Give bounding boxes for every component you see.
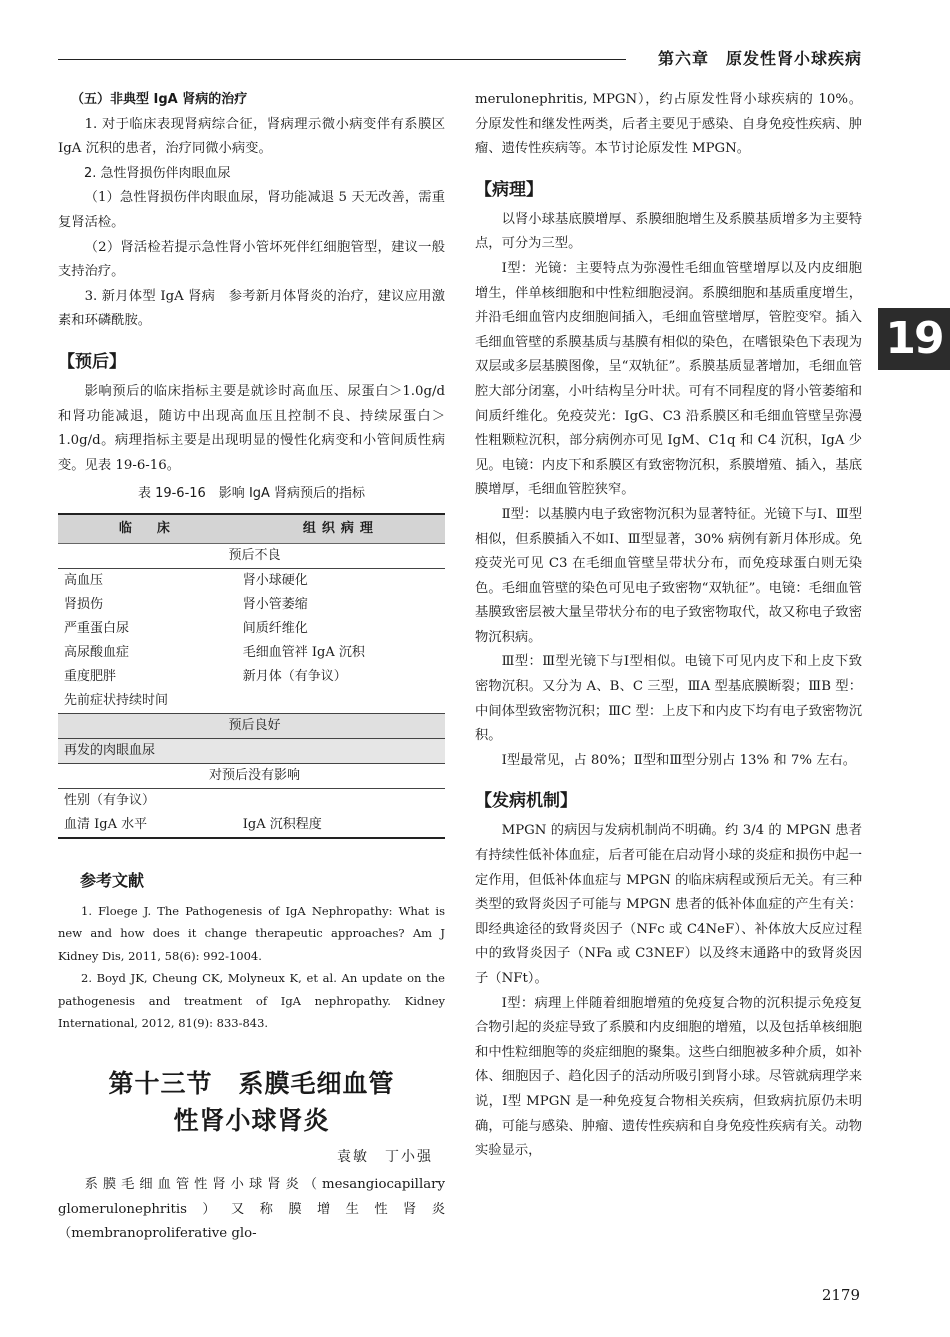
page-number: 2179: [821, 1286, 860, 1304]
table-row: [58, 641, 445, 665]
prognosis-table: [58, 513, 445, 839]
list-item: 2. 急性肾损伤伴肉眼血尿: [84, 165, 231, 181]
table-cell: 严重蛋白尿: [64, 620, 130, 636]
table-row: [58, 593, 445, 617]
group-good-prognosis: 预后良好: [58, 713, 445, 738]
pathology-paragraph: Ⅱ型：以基膜内电子致密物沉积为显著特征。光镜下与Ⅰ、Ⅲ型相似，但系膜插入不如Ⅰ、Ⅲ型显著，30% 病例有新月体形成。免疫荧光可见 C3 在毛细血管壁呈带状分布，而免疫球蛋白则无染色。毛细血管壁的染色可见电子致密物“双轨征”。电镜：毛细血管基膜致密层被大量呈带状分布的电子致密物取代，故又称电子致密物沉积病。: [475, 506, 862, 645]
reference-item: 1. Floege J. The Pathogenesis of IgA Nephropathy: What is new and how does it change therapeutic approaches? Am J Kidney Dis, 2011, 58(6): 992-1004.: [58, 903, 445, 963]
table-caption: 表 19-6-16 影响 IgA 肾病预后的指标: [137, 486, 366, 502]
mechanism-heading: 【发病机制】: [475, 791, 577, 812]
table-cell: 毛细血管袢 IgA 沉积: [242, 644, 365, 660]
table-cell: 高血压: [64, 572, 104, 588]
table-row: [58, 665, 445, 689]
column-header-clinical: 临 床: [58, 514, 237, 544]
prognosis-text: 影响预后的临床指标主要是就诊时高血压、尿蛋白＞1.0g/d 和肾功能减退，随访中出现高血压且控制不良、持续尿蛋白＞1.0g/d。病理指标主要是出现明显的慢性化病变和小管间质性病变。见表 19-6-16。: [58, 383, 445, 473]
list-item: 3. 新月体型 IgA 肾病 参考新月体肾炎的治疗，建议应用激素和环磷酰胺。: [58, 288, 445, 329]
reference-item: 2. Boyd JK, Cheung CK, Molyneux K, et al. An update on the pathogenesis and treatment of IgA nephropathy. Kidney International, 2012, 81(9): 833-843.: [58, 971, 445, 1030]
table-cell: 先前症状持续时间: [64, 692, 169, 708]
group-poor-prognosis: 预后不良: [58, 543, 445, 568]
table-cell: 性别（有争议）: [64, 792, 156, 808]
table-cell: 新月体（有争议）: [242, 668, 347, 684]
table-cell: IgA 沉积程度: [237, 813, 445, 838]
table-row: [58, 738, 445, 763]
chapter-tab: 19: [878, 308, 950, 370]
table-row: [58, 617, 445, 641]
table-cell: 血清 IgA 水平: [58, 813, 237, 838]
table-cell: 重度肥胖: [64, 668, 117, 684]
table-row: [58, 788, 445, 813]
left-column: [58, 88, 445, 1247]
table-cell: 肾小管萎缩: [242, 596, 308, 612]
list-item: （1）急性肾损伤伴肉眼血尿，肾功能减退 5 天无改善，需重复肾活检。: [58, 190, 445, 230]
intro-continuation: merulonephritis, MPGN），约占原发性肾小球疾病的 10%。分原发性和继发性两类，后者主要见于感染、自身免疫性疾病、肿瘤、遗传性疾病等。本节讨论原发性 MPGN。: [475, 92, 862, 157]
table-cell: 肾小球硬化: [242, 572, 308, 588]
chapter-title: 第六章 原发性肾小球疾病: [657, 49, 862, 68]
running-header: [58, 44, 862, 74]
header-rule: [58, 59, 626, 60]
section-title-line: 第十三节 系膜毛细血管: [108, 1068, 395, 1098]
list-item: 1. 对于临床表现肾病综合征，肾病理示微小病变伴有系膜区 IgA 沉积的患者，治疗同微小病变。: [58, 116, 445, 157]
pathology-paragraph: Ⅲ型：Ⅲ型光镜下与Ⅰ型相似。电镜下可见内皮下和上皮下致密物沉积。又分为 A、B、C 三型，ⅢA 型基底膜断裂；ⅢB 型：中间体型致密物沉积；ⅢC 型：上皮下和内皮下均有电子致密物沉积。: [475, 654, 862, 744]
pathology-heading: 【病理】: [475, 179, 543, 200]
intro-paragraph: 系膜毛细血管性肾小球肾炎（mesangiocapillary glomerulonephritis）又称膜增生性肾炎（membranoproliferative glo-: [58, 1177, 445, 1242]
right-column: [475, 88, 862, 1164]
table-cell: 再发的肉眼血尿: [58, 738, 237, 763]
list-item: （2）肾活检若提示急性肾小管坏死伴红细胞管型，建议一般支持治疗。: [58, 239, 445, 280]
table-cell: [237, 738, 445, 763]
section-title-line: 性肾小球肾炎: [173, 1105, 330, 1135]
section-title: [58, 1065, 445, 1139]
prognosis-heading: 【预后】: [58, 351, 126, 372]
group-no-effect: 对预后没有影响: [58, 763, 445, 788]
references-heading: 参考文献: [80, 870, 145, 890]
column-header-pathology: 组织病理: [237, 514, 445, 544]
authors: 袁敏 丁小强: [337, 1148, 433, 1165]
table-cell: 间质纤维化: [242, 620, 308, 636]
table-row: [58, 813, 445, 838]
pathology-paragraph: Ⅰ型最常见，占 80%；Ⅱ型和Ⅲ型分别占 13% 和 7% 左右。: [501, 752, 857, 768]
table-row: [58, 568, 445, 593]
table-cell: [237, 788, 445, 813]
pathology-paragraph: 以肾小球基底膜增厚、系膜细胞增生及系膜基质增多为主要特点，可分为三型。: [475, 211, 862, 252]
table-row: [58, 689, 445, 714]
pathology-paragraph: Ⅰ型：光镜：主要特点为弥漫性毛细血管壁增厚以及内皮细胞增生，伴单核细胞和中性粒细胞浸润。系膜细胞和基质重度增生，并沿毛细血管内皮细胞间插入，毛细血管壁增厚，管腔变窄。插入毛细血管壁的系膜基质与基膜有相似的染色，在嗜银染色下表现为双层或多层基膜图像，呈“双轨征”。系膜基质显著增加，毛细血管腔大部分闭塞，小叶结构呈分叶状。可有不同程度的肾小管萎缩和间质纤维化。免疫荧光：IgG、C3 沿系膜区和毛细血管壁呈弥漫性粗颗粒沉积，部分病例亦可见 IgM、C1q 和 C4 沉积，IgA 少见。电镜：内皮下和系膜区有致密物沉积，系膜增殖、插入，基底膜增厚，毛细血管腔狭窄。: [475, 260, 862, 498]
table-cell: [237, 689, 445, 714]
mechanism-paragraph: MPGN 的病因与发病机制尚不明确。约 3/4 的 MPGN 患者有持续性低补体血症，后者可能在启动肾小球的炎症和损伤中起一定作用，但低补体血症与 MPGN 的临床病程或预后无关。有三种类型的致肾炎因子可能与 MPGN 患者的低补体血症的产生有关：即经典途径的致肾炎因子（NFc 或 C4NeF）、补体放大反应过程中的致肾炎因子（NFa 或 C3NEF）以及终末通路中的致肾炎因子（NFt）。: [475, 823, 862, 986]
table-cell: 高尿酸血症: [64, 644, 130, 660]
table-cell: 肾损伤: [64, 596, 104, 612]
mechanism-paragraph: Ⅰ型：病理上伴随着细胞增殖的免疫复合物的沉积提示免疫复合物引起的炎症导致了系膜和内皮细胞的增殖，以及包括单核细胞和中性粒细胞等的炎症细胞的聚集。这些白细胞被多种介质，如补体、细胞因子、趋化因子的活动所吸引到肾小球。尽管就病理学来说，Ⅰ型 MPGN 是一种免疫复合物相关疾病，但致病抗原仍未明确，可能与感染、肿瘤、遗传性疾病和自身免疫性疾病有关。动物实验显示，: [475, 995, 862, 1159]
subsection-heading: （五）非典型 IgA 肾病的治疗: [71, 92, 248, 107]
